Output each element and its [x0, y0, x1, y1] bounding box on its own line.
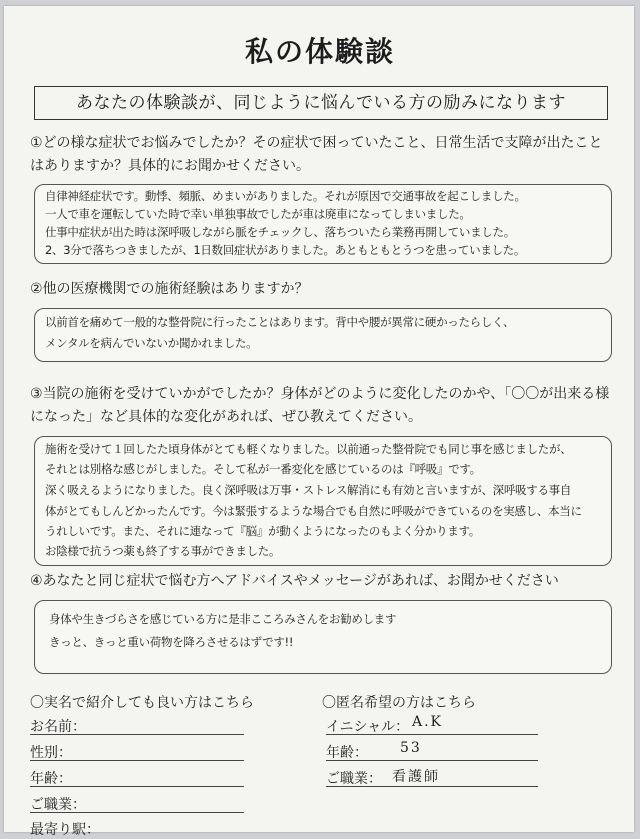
age-label: 年齢：	[30, 771, 72, 787]
real-name-label: お名前：	[30, 719, 86, 735]
anon-occupation-label: ご職業：	[326, 771, 382, 787]
anon-occupation-value[interactable]: 看護師	[392, 769, 440, 785]
answer-box-1	[34, 184, 612, 264]
question-2: ②他の医療機関での施術経験はありますか？	[30, 281, 309, 297]
answer-1-line-4: 2、3分で落ちつきましたが、1日数回症状がありました。あともともとうつを患っていました。	[45, 243, 526, 257]
answer-box-3	[34, 436, 612, 566]
answer-box-4	[34, 600, 612, 674]
answer-3-line-6: お陰様で抗うつ薬も終了する事ができました。	[45, 544, 281, 558]
answer-3-line-2: それとは別格な感じがしました。そして私が一番変化を感じているのは『呼吸』です。	[45, 462, 481, 476]
anon-age-value[interactable]: 53	[400, 740, 422, 756]
subtitle-banner: あなたの体験談が、同じように悩んでいる方の励みになります	[34, 86, 608, 120]
answer-2-line-2: メンタルを病んでいないか聞かれました。	[45, 336, 258, 350]
answer-4-line-1: 身体や生きづらさを感じている方に是非こころみさんをお勧めします	[49, 612, 397, 626]
age-underline	[30, 786, 244, 787]
initials-underline	[326, 734, 538, 735]
answer-1-line-1: 自律神経症状です。動悸、頻脈、めまいがありました。それが原因で交通事故を起こしました。	[45, 189, 526, 203]
real-name-title: 〇実名で紹介しても良い方はこちら	[30, 695, 254, 711]
page-title: 私の体験談	[244, 35, 395, 68]
occupation-label: ご職業：	[30, 797, 86, 813]
nearest-station-label: 最寄り駅：	[30, 822, 100, 838]
answer-box-2	[34, 308, 612, 362]
answer-3-line-5: うれしいです。また、それに連なって『脳』が動くようになったのもよく分かります。	[45, 524, 480, 538]
answer-3-line-3: 深く吸えるようになりました。良く深呼吸は万事・ストレス解消にも有効と言いますが、深呼吸する事自	[45, 483, 572, 497]
question-1: ①どの様な症状でお悩みでしたか？その症状で困っていたこと、日常生活で支障が出たことはありますか？具体的にお聞かせください。	[30, 135, 603, 174]
question-3: ③当院の施術を受けていかがでしたか？身体がどのように変化したのかや、「〇〇が出来る様になった」など具体的な変化があれば、ぜひ教えてください。	[30, 386, 610, 425]
question-4: ④あなたと同じ症状で悩む方へアドバイスやメッセージがあれば、お聞かせください	[30, 573, 559, 589]
occupation-underline	[30, 812, 244, 813]
answer-2-line-1: 以前首を痛めて一般的な整骨院に行ったことはあります。背中や腰が異常に硬かったらしく、	[45, 315, 515, 329]
answer-1-line-2: 一人で車を運転していた時で幸い単独事故でしたが車は廃車になってしまいました。	[45, 207, 471, 221]
anon-age-underline	[326, 760, 538, 761]
initials-label: イニシャル：	[326, 719, 410, 735]
gender-underline	[30, 760, 244, 761]
anonymous-title: 〇匿名希望の方はこちら	[322, 695, 476, 711]
answer-3-line-4: 体がとてもしんどかったんです。今は緊張するような場合でも自然に呼吸ができているのを実感し、本当に	[45, 504, 582, 518]
real-name-underline	[30, 734, 244, 735]
answer-3-line-1: 施術を受けて１回したた頃身体がとても軽くなりました。以前通った整骨院でも同じ事を感じましたが、	[45, 442, 572, 456]
initials-value[interactable]: A.K	[412, 714, 444, 730]
answer-4-line-2: きっと、きっと重い荷物を降ろさせるはずです!!	[49, 635, 294, 649]
gender-label: 性別：	[30, 745, 72, 761]
anon-occupation-underline	[326, 786, 538, 787]
answer-1-line-3: 仕事中症状が出た時は深呼吸しながら脈をチェックし、落ちついたら業務再開していました。	[45, 225, 515, 239]
anon-age-label: 年齢：	[326, 745, 368, 761]
